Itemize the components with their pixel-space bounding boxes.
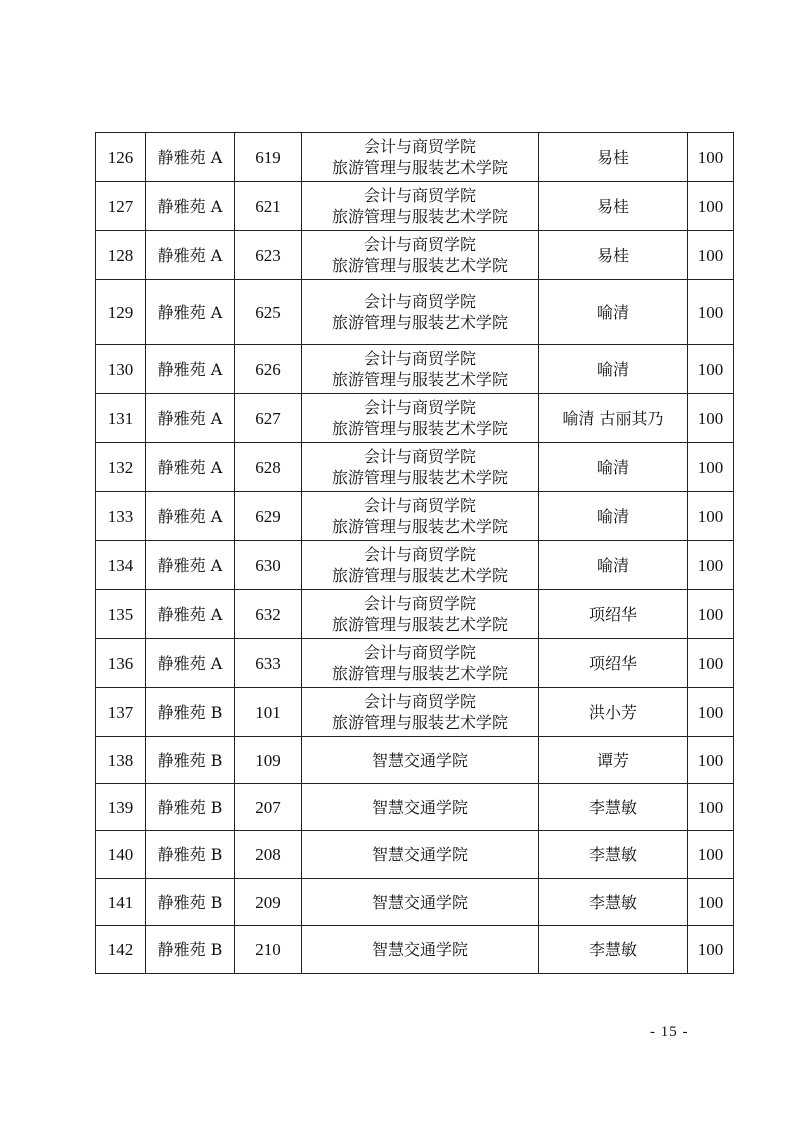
person-cell: 洪小芳 [539,688,688,737]
college-line: 会计与商贸学院 [363,349,476,368]
row-number-cell: 139 [96,784,146,831]
room-number-cell: 633 [235,639,302,688]
college-line: 旅游管理与服装艺术学院 [331,566,508,585]
score-cell: 100 [688,394,734,443]
college-line: 智慧交通学院 [371,940,468,959]
score-cell: 100 [688,231,734,280]
building-cell: 静雅苑 B [146,831,235,879]
table-row [96,926,734,974]
room-number-cell: 629 [235,492,302,541]
building-cell: 静雅苑 A [146,590,235,639]
college-line: 旅游管理与服装艺术学院 [331,256,508,275]
college-cell [302,231,539,280]
person-cell: 易桂 [539,182,688,231]
room-number-cell: 109 [235,737,302,784]
college-line: 会计与商贸学院 [363,186,476,205]
row-number-cell: 130 [96,345,146,394]
building-cell: 静雅苑 A [146,492,235,541]
college-line: 旅游管理与服装艺术学院 [331,664,508,683]
row-number-cell: 126 [96,133,146,182]
college-cell [302,926,539,974]
person-cell: 喻清 [539,280,688,345]
college-cell [302,394,539,443]
college-line: 旅游管理与服装艺术学院 [331,207,508,226]
person-cell: 李慧敏 [539,831,688,879]
row-number-cell: 128 [96,231,146,280]
person-cell: 喻清 [539,345,688,394]
score-cell: 100 [688,639,734,688]
room-number-cell: 630 [235,541,302,590]
college-cell [302,182,539,231]
college-line: 会计与商贸学院 [363,643,476,662]
score-cell: 100 [688,280,734,345]
building-cell: 静雅苑 B [146,784,235,831]
building-cell: 静雅苑 A [146,280,235,345]
college-line: 旅游管理与服装艺术学院 [331,419,508,438]
room-number-cell: 210 [235,926,302,974]
table-row [96,492,734,541]
person-cell: 项绍华 [539,639,688,688]
table-row [96,231,734,280]
row-number-cell: 132 [96,443,146,492]
person-cell: 李慧敏 [539,926,688,974]
building-cell: 静雅苑 B [146,737,235,784]
table-row [96,133,734,182]
room-number-cell: 621 [235,182,302,231]
table-row [96,280,734,345]
table-row [96,831,734,879]
building-cell: 静雅苑 A [146,345,235,394]
table-row [96,688,734,737]
score-cell: 100 [688,492,734,541]
room-number-cell: 625 [235,280,302,345]
row-number-cell: 137 [96,688,146,737]
room-number-cell: 619 [235,133,302,182]
table-row [96,443,734,492]
row-number-cell: 141 [96,879,146,926]
room-number-cell: 627 [235,394,302,443]
college-line: 会计与商贸学院 [363,545,476,564]
row-number-cell: 140 [96,831,146,879]
college-line: 会计与商贸学院 [363,398,476,417]
college-line: 会计与商贸学院 [363,594,476,613]
college-line: 旅游管理与服装艺术学院 [331,468,508,487]
building-cell: 静雅苑 A [146,443,235,492]
college-cell [302,443,539,492]
row-number-cell: 135 [96,590,146,639]
room-number-cell: 209 [235,879,302,926]
college-line: 会计与商贸学院 [363,496,476,515]
room-number-cell: 632 [235,590,302,639]
row-number-cell: 142 [96,926,146,974]
college-line: 会计与商贸学院 [363,692,476,711]
college-line: 智慧交通学院 [371,797,468,817]
table-body [96,133,734,974]
college-cell [302,737,539,784]
page-number: - 15 - [650,1024,689,1040]
person-cell: 喻清 [539,492,688,541]
score-cell: 100 [688,133,734,182]
building-cell: 静雅苑 B [146,688,235,737]
score-cell: 100 [688,831,734,879]
row-number-cell: 127 [96,182,146,231]
building-cell: 静雅苑 B [146,879,235,926]
room-number-cell: 623 [235,231,302,280]
table-row [96,737,734,784]
room-number-cell: 628 [235,443,302,492]
college-line: 会计与商贸学院 [363,235,476,254]
row-number-cell: 129 [96,280,146,345]
building-cell: 静雅苑 A [146,133,235,182]
score-cell: 100 [688,345,734,394]
college-cell [302,345,539,394]
college-line: 旅游管理与服装艺术学院 [331,615,508,634]
college-cell [302,280,539,345]
score-cell: 100 [688,443,734,492]
score-cell: 100 [688,182,734,231]
college-line: 会计与商贸学院 [363,447,476,466]
college-cell [302,784,539,831]
score-cell: 100 [688,737,734,784]
table-row [96,541,734,590]
person-cell: 李慧敏 [539,784,688,831]
row-number-cell: 134 [96,541,146,590]
person-cell: 李慧敏 [539,879,688,926]
table-row [96,879,734,926]
score-cell: 100 [688,784,734,831]
score-cell: 100 [688,541,734,590]
college-cell [302,688,539,737]
room-number-cell: 626 [235,345,302,394]
college-line: 旅游管理与服装艺术学院 [331,370,508,389]
score-cell: 100 [688,688,734,737]
college-line: 会计与商贸学院 [363,137,476,156]
score-cell: 100 [688,590,734,639]
score-cell: 100 [688,926,734,974]
building-cell: 静雅苑 A [146,639,235,688]
college-line: 旅游管理与服装艺术学院 [331,713,508,732]
college-line: 会计与商贸学院 [363,292,476,311]
row-number-cell: 136 [96,639,146,688]
college-cell [302,133,539,182]
college-cell [302,541,539,590]
college-line: 智慧交通学院 [371,750,468,770]
table-row [96,784,734,831]
person-cell: 谭芳 [539,737,688,784]
room-number-cell: 101 [235,688,302,737]
college-line: 旅游管理与服装艺术学院 [331,158,508,177]
person-cell: 易桂 [539,133,688,182]
person-cell: 喻清 [539,541,688,590]
college-cell [302,879,539,926]
person-cell: 喻清 古丽其乃 [539,394,688,443]
college-line: 智慧交通学院 [371,892,468,912]
row-number-cell: 138 [96,737,146,784]
table-row [96,345,734,394]
college-line: 旅游管理与服装艺术学院 [331,313,508,332]
building-cell: 静雅苑 A [146,231,235,280]
person-cell: 易桂 [539,231,688,280]
dormitory-table [95,132,734,974]
college-cell [302,492,539,541]
college-cell [302,831,539,879]
college-cell [302,590,539,639]
row-number-cell: 133 [96,492,146,541]
table-row [96,182,734,231]
table-row [96,639,734,688]
row-number-cell: 131 [96,394,146,443]
score-cell: 100 [688,879,734,926]
college-line: 智慧交通学院 [371,845,468,864]
room-number-cell: 207 [235,784,302,831]
table-row [96,394,734,443]
building-cell: 静雅苑 B [146,926,235,974]
college-line: 旅游管理与服装艺术学院 [331,517,508,536]
building-cell: 静雅苑 A [146,394,235,443]
person-cell: 喻清 [539,443,688,492]
college-cell [302,639,539,688]
person-cell: 项绍华 [539,590,688,639]
building-cell: 静雅苑 A [146,182,235,231]
room-number-cell: 208 [235,831,302,879]
building-cell: 静雅苑 A [146,541,235,590]
table-row [96,590,734,639]
